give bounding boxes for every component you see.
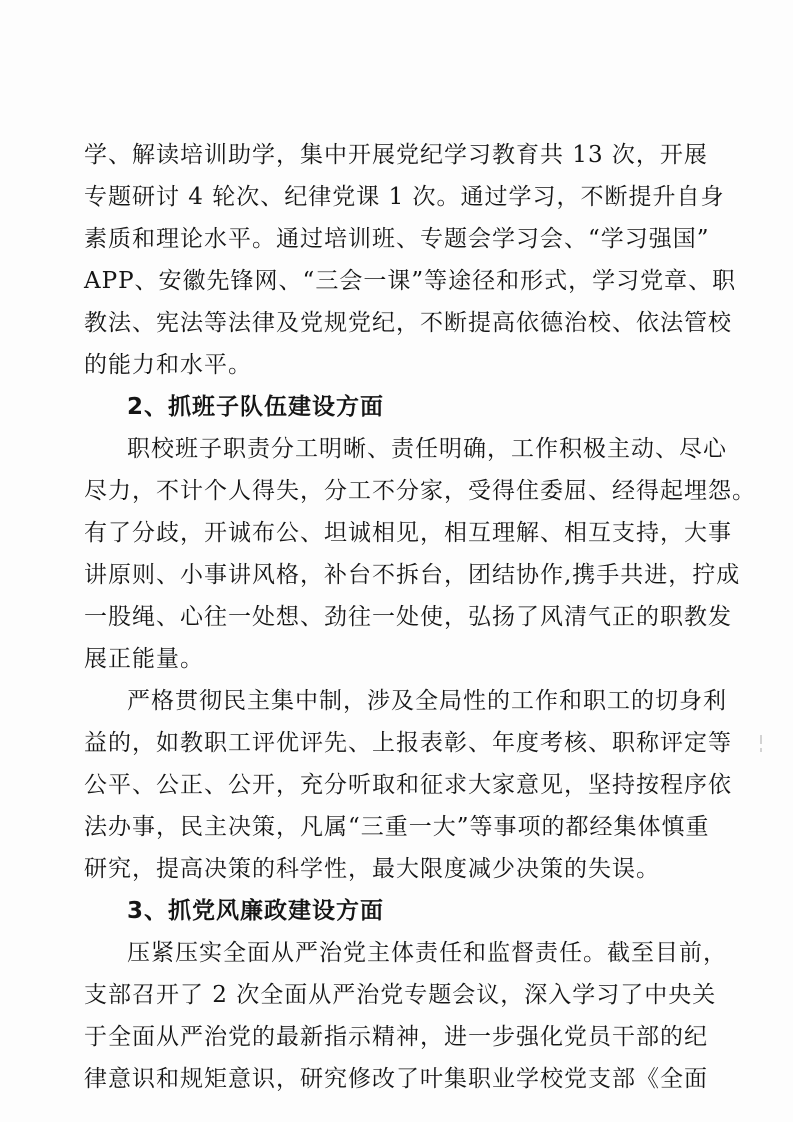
text-line: 研究，提高决策的科学性，最大限度减少决策的失误。 [84,856,660,882]
text-line: 素质和理论水平。通过培训班、专题会学习会、“学习强国” [84,226,710,252]
text-line: 有了分歧，开诚布公、坦诚相见，相互理解、相互支持，大事 [84,520,732,546]
text-line: 公平、公正、公开，充分听取和征求大家意见，坚持按程序依 [84,772,732,798]
text-line: 支部召开了 2 次全面从严治党专题会议，深入学习了中央关 [84,982,717,1008]
text-line: 职校班子职责分工明晰、责任明确，工作积极主动、尽心 [127,436,727,462]
scan-mark [760,748,762,752]
text-line: 学、解读培训助学，集中开展党纪学习教育共 13 次，开展 [84,142,708,168]
text-line: 益的，如教职工评优评先、上报表彰、年度考核、职称评定等 [84,730,732,756]
text-line: 律意识和规矩意识，研究修改了叶集职业学校党支部《全面 [84,1066,708,1092]
text-line: 讲原则、小事讲风格，补台不拆台，团结协作,携手共进，拧成 [84,562,741,588]
scan-mark [760,735,762,744]
text-line: 专题研讨 4 轮次、纪律党课 1 次。通过学习，不断提升自身 [84,184,725,210]
text-line: 法办事，民主决策，凡属“三重一大”等事项的都经集体慎重 [84,814,710,840]
text-line: 一股绳、心往一处想、劲往一处使，弘扬了风清气正的职教发 [84,604,732,630]
section-heading: 2、抓班子队伍建设方面 [127,394,385,420]
section-heading: 3、抓党风廉政建设方面 [127,898,385,924]
text-line: 压紧压实全面从严治党主体责任和监督责任。截至目前， [127,940,727,966]
text-line: 的能力和水平。 [84,352,252,378]
text-line: 严格贯彻民主集中制，涉及全局性的工作和职工的切身利 [127,688,727,714]
text-line: 尽力，不计个人得失，分工不分家，受得住委屈、经得起埋怨。 [84,478,756,504]
text-line: 于全面从严治党的最新指示精神，进一步强化党员干部的纪 [84,1024,708,1050]
text-line: 教法、宪法等法律及党规党纪，不断提高依德治校、依法管校 [84,310,732,336]
text-line: 展正能量。 [84,646,204,672]
text-line: APP、安徽先锋网、“三会一课”等途径和形式，学习党章、职 [84,268,737,294]
